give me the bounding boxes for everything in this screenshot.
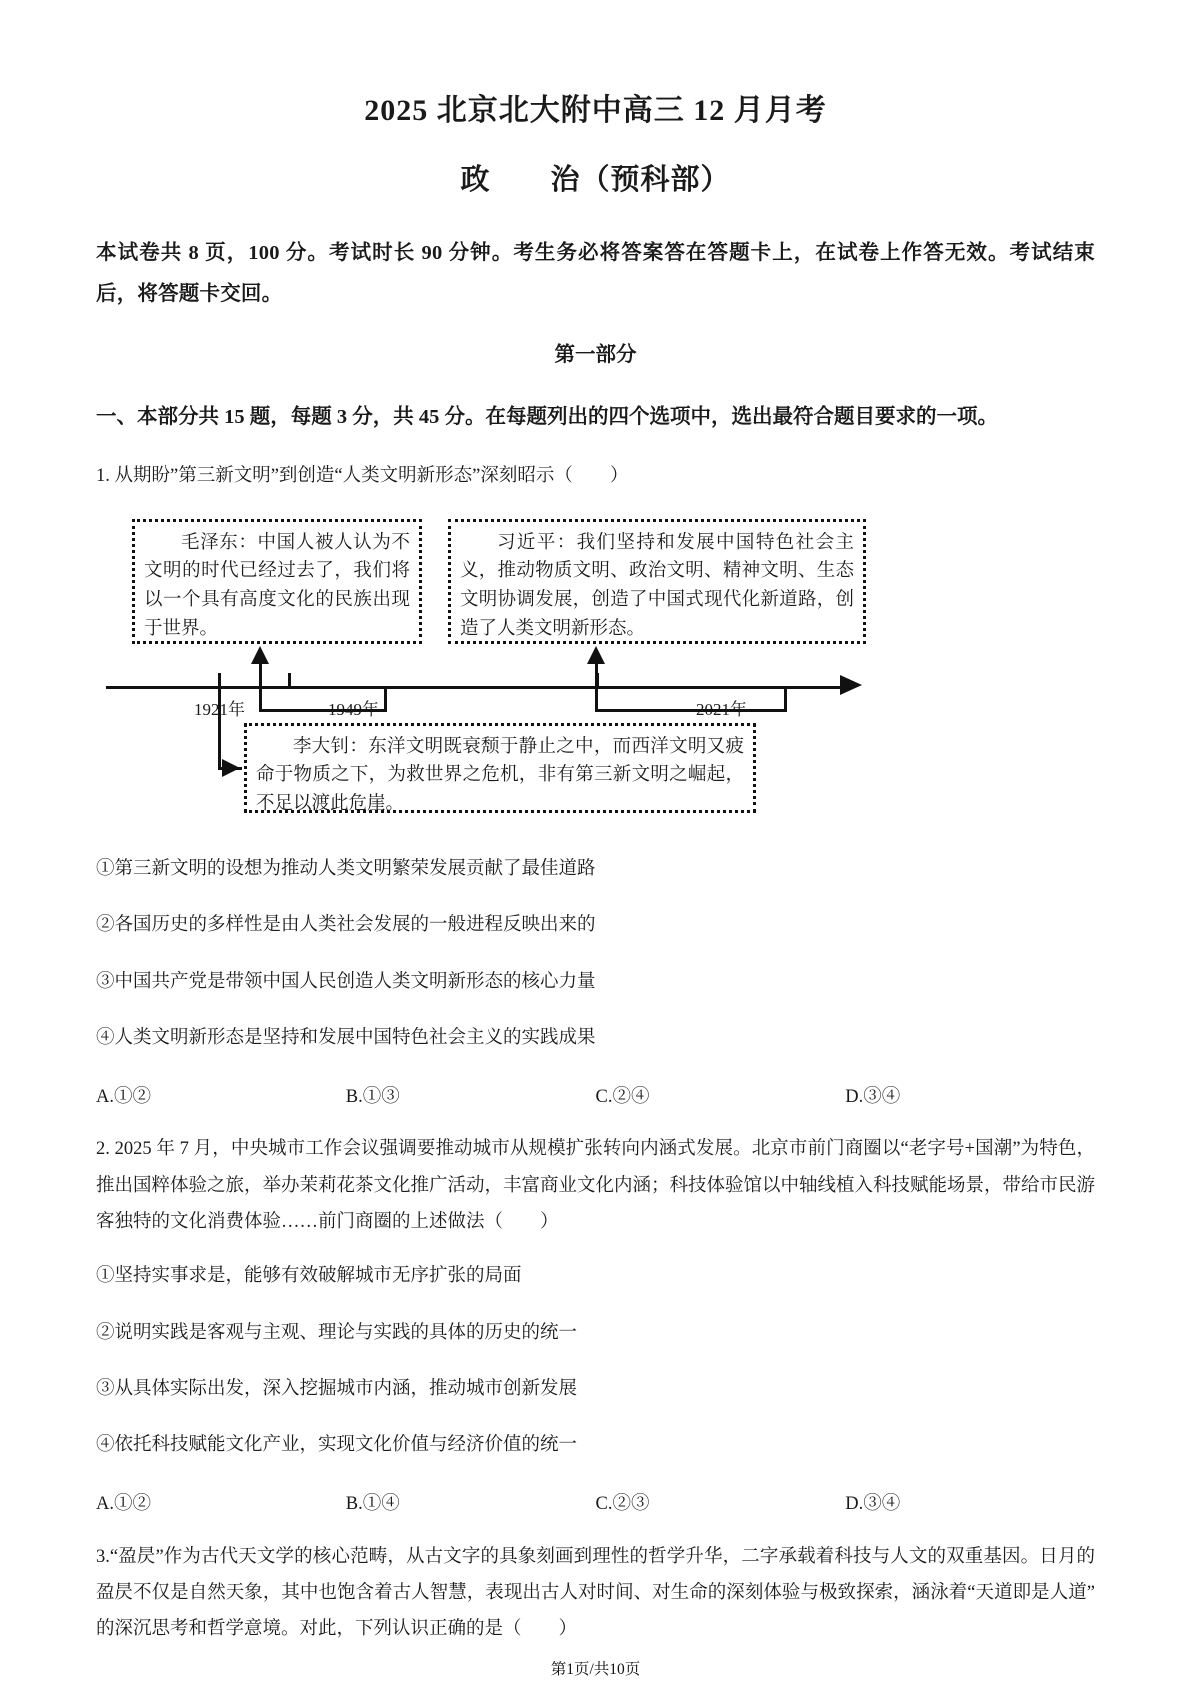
question-1-option-3: ③中国共产党是带领中国人民创造人类文明新形态的核心力量 (96, 971, 596, 992)
connector-1949-riser (384, 686, 387, 710)
connector-2021-riser (784, 686, 787, 710)
question-2-choice-d[interactable]: D.③④ (845, 1493, 901, 1514)
page-title: 2025 北京北大附中高三 12 月月考 (364, 94, 827, 127)
question-2-option-4: ④依托科技赋能文化产业，实现文化价值与经济价值的统一 (96, 1435, 578, 1456)
timeline-year-1921: 1921年 (194, 699, 245, 719)
question-2-option-2: ②说明实践是客观与主观、理论与实践的具体的历史的统一 (96, 1322, 578, 1343)
question-1-option-2: ②各国历史的多样性是由人类社会发展的一般进程反映出来的 (96, 915, 596, 936)
connector-2021-up (595, 663, 598, 711)
section-intro: 一、本部分共 15 题，每题 3 分，共 45 分。在每题列出的四个选项中，选出最符合题目要求的一项。 (96, 405, 998, 428)
question-2-choice-c[interactable]: C.②③ (595, 1493, 650, 1514)
timeline-year-1949: 1949年 (328, 699, 379, 719)
connector-1949-run (259, 709, 387, 712)
question-2-option-1: ①坚持实事求是，能够有效破解城市无序扩张的局面 (96, 1266, 522, 1287)
quote-text-mao: 毛泽东：中国人被人认为不文明的时代已经过去了，我们将以一个具有高度文化的民族出现于世界。 (144, 532, 410, 639)
page-subtitle: 政 治（预科部） (460, 164, 731, 196)
question-1-figure (96, 513, 1096, 833)
question-2-option-3: ③从具体实际出发，深入挖掘城市内涵，推动城市创新发展 (96, 1378, 578, 1399)
question-1-choice-b[interactable]: B.①③ (345, 1086, 400, 1107)
timeline-axis-arrow-icon (840, 675, 862, 695)
quote-text-li: 李大钊：东洋文明既衰颓于静止之中，而西洋文明又疲命于物质之下，为救世界之危机，非有第三新文明之崛起，不足以渡此危崖。 (256, 736, 744, 814)
connector-1949-arrow-icon (251, 646, 269, 664)
question-2-choice-a[interactable]: A.①② (96, 1493, 151, 1514)
quote-box-mao (132, 519, 422, 644)
part-heading: 第一部分 (554, 344, 637, 366)
timeline-axis (106, 686, 846, 689)
connector-2021-arrow-icon (587, 646, 605, 664)
question-1-choice-c[interactable]: C.②④ (595, 1086, 650, 1107)
connector-2021-run (595, 709, 787, 712)
quote-box-li (244, 723, 756, 813)
question-3-stem: 3.“盈昃”作为古代天文学的核心范畴，从古文字的具象刻画到理性的哲学升华，二字承载着科技与人文的双重基因。日月的盈昃不仅是自然天象，其中也饱含着古人智慧，表现出古人对时间、对生命的深刻体验与极致探索，涵泳着“天道即是人道”的深沉思考和哲学意境。对此，下列认识正确的是（ ） (96, 1546, 1095, 1639)
page-footer: 第1页/共10页 (550, 1661, 641, 1679)
connector-1921-arrow-icon (222, 759, 240, 777)
exam-notice: 本试卷共 8 页，100 分。考试时长 90 分钟。考生务必将答案答在答题卡上，在试卷上作答无效。考试结束后，将答题卡交回。 (96, 241, 1095, 305)
timeline-tick-1949 (288, 673, 291, 687)
quote-box-xi (448, 519, 866, 644)
question-1-stem: 1. 从期盼”第三新文明”到创造“人类文明新形态”深刻昭示（ ） (96, 466, 629, 486)
question-1-choice-a[interactable]: A.①② (96, 1086, 151, 1107)
timeline-tick-1921 (218, 673, 221, 687)
question-2-choice-b[interactable]: B.①④ (345, 1493, 400, 1514)
connector-1949-up (259, 663, 262, 711)
question-2-choices (96, 1484, 1095, 1525)
question-1-option-1: ①第三新文明的设想为推动人类文明繁荣发展贡献了最佳道路 (96, 859, 596, 880)
quote-text-xi: 习近平：我们坚持和发展中国特色社会主义，推动物质文明、政治文明、精神文明、生态文明协调发展，创造了中国式现代化新道路，创造了人类文明新形态。 (460, 532, 854, 639)
question-1-choice-d[interactable]: D.③④ (845, 1086, 901, 1107)
connector-1921-drop (218, 686, 221, 768)
timeline-year-2021: 2021年 (696, 699, 747, 719)
question-1-choices (96, 1077, 1095, 1118)
question-2-stem: 2. 2025 年 7 月，中央城市工作会议强调要推动城市从规模扩张转向内涵式发展。北京市前门商圈以“老字号+国潮”为特色，推出国粹体验之旅，举办茉莉花茶文化推广活动，丰富商业文化内涵；科技体验馆以中轴线植入科技赋能场景，带给市民游客独特的文化消费体验……前门商圈的上述做法（ ） (96, 1139, 1096, 1232)
question-1-option-4: ④人类文明新形态是坚持和发展中国特色社会主义的实践成果 (96, 1028, 596, 1049)
